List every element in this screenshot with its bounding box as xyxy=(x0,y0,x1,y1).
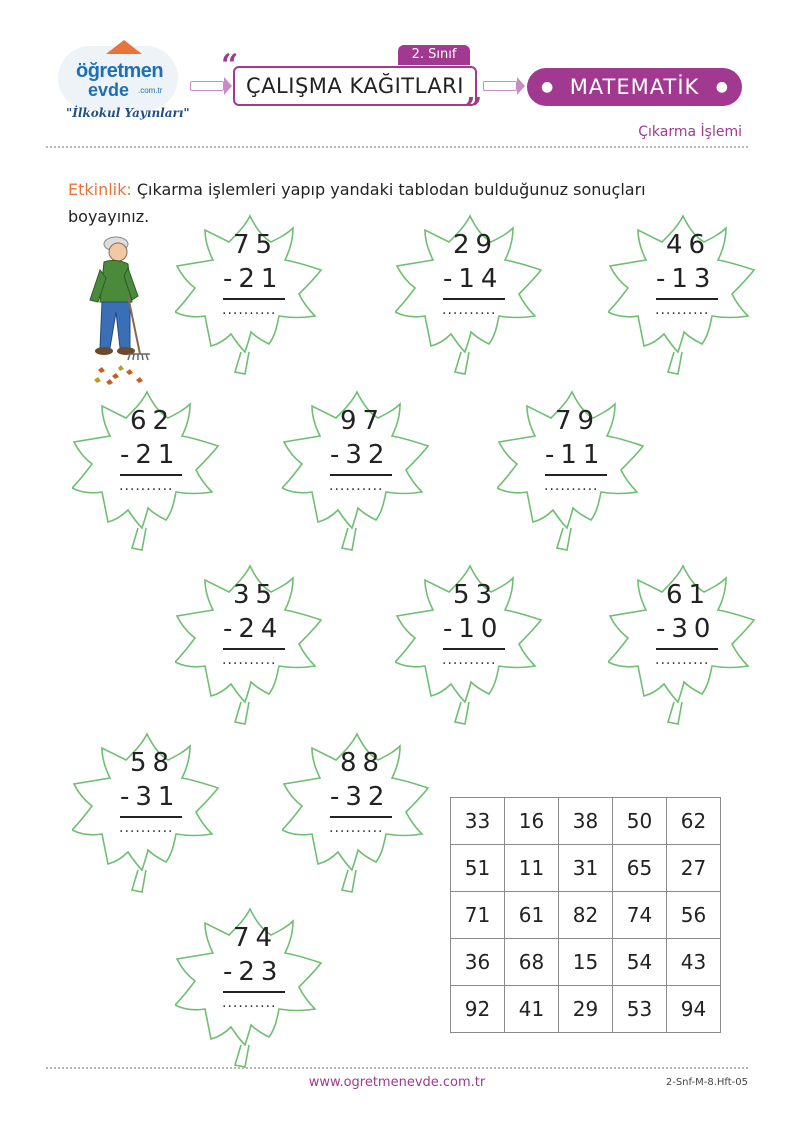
leaf-problem xyxy=(72,388,222,548)
close-quote-icon: ” xyxy=(465,92,483,127)
table-cell[interactable]: 65 xyxy=(613,845,667,892)
subtrahend: -21 xyxy=(223,264,284,294)
result-line xyxy=(443,648,505,650)
answer-blank[interactable]: .......... xyxy=(222,302,277,318)
table-row xyxy=(451,892,721,939)
table-cell[interactable]: 16 xyxy=(505,798,559,845)
result-line xyxy=(120,816,182,818)
open-quote-icon: “ xyxy=(221,48,239,83)
answer-blank[interactable]: .......... xyxy=(655,302,710,318)
subject-label: MATEMATİK xyxy=(569,75,700,99)
minuend: 61 xyxy=(666,580,712,610)
result-line xyxy=(330,816,392,818)
table-cell[interactable]: 71 xyxy=(451,892,505,939)
result-line xyxy=(443,298,505,300)
table-cell[interactable]: 74 xyxy=(613,892,667,939)
table-cell[interactable]: 33 xyxy=(451,798,505,845)
minuend: 35 xyxy=(233,580,279,610)
logo-tagline: "İlkokul Yayınları" xyxy=(66,106,190,120)
subtrahend: -21 xyxy=(120,440,181,470)
minuend: 97 xyxy=(340,406,386,436)
table-cell[interactable]: 61 xyxy=(505,892,559,939)
grade-badge: 2. Sınıf xyxy=(398,45,470,65)
leaf-problem xyxy=(608,212,758,372)
logo-tld: .com.tr xyxy=(138,86,163,95)
table-cell[interactable]: 53 xyxy=(613,986,667,1033)
answer-blank[interactable]: .......... xyxy=(442,652,497,668)
leaf-problem xyxy=(175,212,325,372)
subtrahend: -11 xyxy=(545,440,606,470)
result-line xyxy=(330,474,392,476)
answer-blank[interactable]: .......... xyxy=(222,652,277,668)
leaf-problem xyxy=(282,730,432,890)
table-cell[interactable]: 92 xyxy=(451,986,505,1033)
minuend: 79 xyxy=(555,406,601,436)
table-cell[interactable]: 36 xyxy=(451,939,505,986)
leaf-problem xyxy=(175,905,325,1065)
bullet-icon: ● xyxy=(715,79,728,95)
page-title: ÇALIŞMA KAĞITLARI xyxy=(246,74,464,98)
subtrahend: -32 xyxy=(330,782,391,812)
subtrahend: -31 xyxy=(120,782,181,812)
table-cell[interactable]: 27 xyxy=(667,845,721,892)
table-row xyxy=(451,986,721,1033)
table-cell[interactable]: 62 xyxy=(667,798,721,845)
subtrahend: -24 xyxy=(223,614,284,644)
arrow-right-icon xyxy=(483,81,517,91)
table-cell[interactable]: 68 xyxy=(505,939,559,986)
minuend: 29 xyxy=(453,230,499,260)
table-cell[interactable]: 50 xyxy=(613,798,667,845)
minuend: 74 xyxy=(233,923,279,953)
table-cell[interactable]: 15 xyxy=(559,939,613,986)
bullet-icon: ● xyxy=(541,79,554,95)
gardener-illustration xyxy=(78,230,154,395)
divider xyxy=(46,146,748,148)
subtrahend: -13 xyxy=(656,264,717,294)
table-cell[interactable]: 41 xyxy=(505,986,559,1033)
house-roof-icon xyxy=(106,40,142,54)
table-cell[interactable]: 11 xyxy=(505,845,559,892)
arrow-right-icon xyxy=(190,81,224,91)
table-cell[interactable]: 29 xyxy=(559,986,613,1033)
table-cell[interactable]: 31 xyxy=(559,845,613,892)
leaf-problem xyxy=(395,562,545,722)
answer-blank[interactable]: .......... xyxy=(544,478,599,494)
answer-blank[interactable]: .......... xyxy=(222,995,277,1011)
result-line xyxy=(223,648,285,650)
table-cell[interactable]: 94 xyxy=(667,986,721,1033)
logo-name: öğretmen xyxy=(76,60,164,82)
table-row xyxy=(451,845,721,892)
table-cell[interactable]: 82 xyxy=(559,892,613,939)
answer-blank[interactable]: .......... xyxy=(329,478,384,494)
answer-blank[interactable]: .......... xyxy=(329,820,384,836)
table-cell[interactable]: 56 xyxy=(667,892,721,939)
minuend: 62 xyxy=(130,406,176,436)
publisher-logo[interactable] xyxy=(58,40,188,126)
table-row xyxy=(451,798,721,845)
footer-url[interactable]: www.ogretmenevde.com.tr xyxy=(308,1075,486,1090)
logo-name-2: evde xyxy=(88,80,130,100)
subtrahend: -30 xyxy=(656,614,717,644)
result-line xyxy=(656,648,718,650)
subtrahend: -32 xyxy=(330,440,391,470)
title-box xyxy=(233,66,477,106)
leaf-problem xyxy=(72,730,222,890)
table-cell[interactable]: 43 xyxy=(667,939,721,986)
table-cell[interactable]: 38 xyxy=(559,798,613,845)
divider xyxy=(46,1067,748,1069)
minuend: 58 xyxy=(130,748,176,778)
leaf-problem xyxy=(395,212,545,372)
result-line xyxy=(223,298,285,300)
instruction-label: Etkinlik: xyxy=(68,180,132,199)
subtrahend: -10 xyxy=(443,614,504,644)
answer-table xyxy=(450,797,721,1033)
subtrahend: -23 xyxy=(223,957,284,987)
answer-blank[interactable]: .......... xyxy=(119,820,174,836)
answer-blank[interactable]: .......... xyxy=(119,478,174,494)
instruction-text: Çıkarma işlemleri yapıp yandaki tablodan bulduğunuz sonuçları boyayınız. xyxy=(68,180,646,226)
subject-pill xyxy=(527,68,742,106)
result-line xyxy=(223,991,285,993)
leaf-problem xyxy=(497,388,647,548)
topic-label: Çıkarma İşlemi xyxy=(638,124,742,140)
table-cell[interactable]: 54 xyxy=(613,939,667,986)
minuend: 53 xyxy=(453,580,499,610)
answer-blank[interactable]: .......... xyxy=(442,302,497,318)
result-line xyxy=(545,474,607,476)
minuend: 46 xyxy=(666,230,712,260)
answer-blank[interactable]: .......... xyxy=(655,652,710,668)
footer-code: 2-Snf-M-8.Hft-05 xyxy=(665,1077,748,1088)
leaf-problem xyxy=(282,388,432,548)
leaf-problem xyxy=(608,562,758,722)
minuend: 75 xyxy=(233,230,279,260)
result-line xyxy=(120,474,182,476)
table-row xyxy=(451,939,721,986)
result-line xyxy=(656,298,718,300)
table-cell[interactable]: 51 xyxy=(451,845,505,892)
subtrahend: -14 xyxy=(443,264,504,294)
leaf-problem xyxy=(175,562,325,722)
minuend: 88 xyxy=(340,748,386,778)
